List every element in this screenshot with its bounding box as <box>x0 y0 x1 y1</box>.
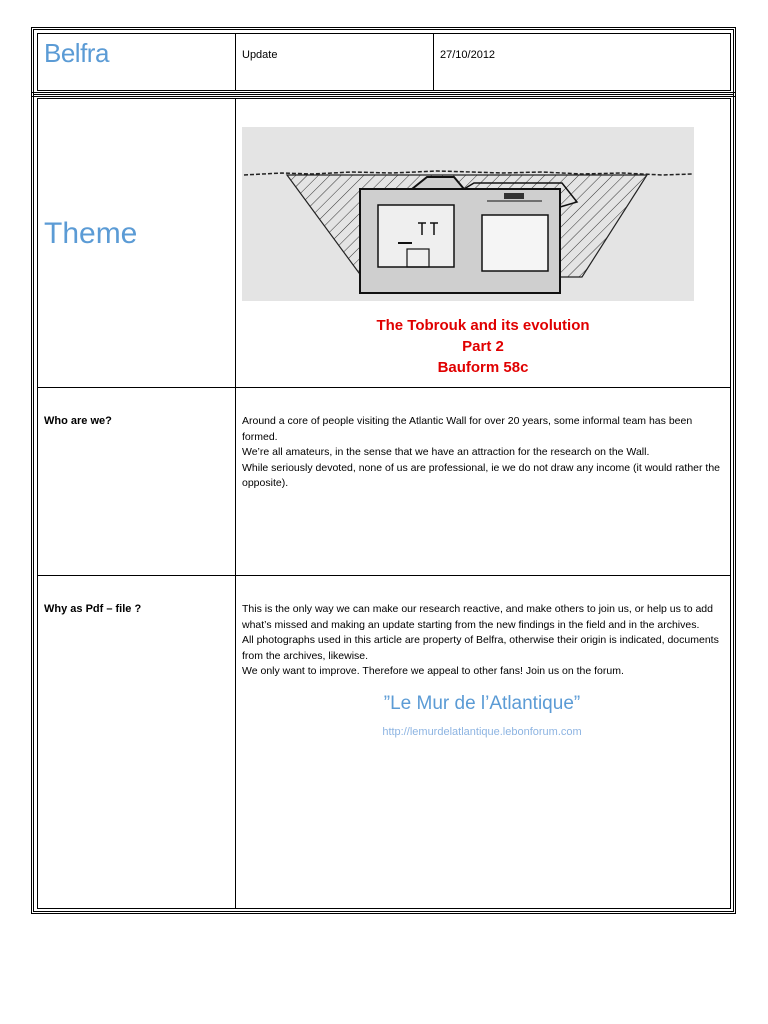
body-table <box>37 98 731 909</box>
appeal-text: We only want to improve. Therefore we appeal to other fans! Join us on the forum. <box>242 665 624 677</box>
who-paragraph-1: Around a core of people visiting the Atlantic Wall for over 20 years, some informal team has been formed. <box>242 415 693 443</box>
who-are-we-label: Who are we? <box>38 388 236 576</box>
belfra-logo: Belfra <box>38 34 236 91</box>
why-paragraph-1: This is the only way we can make our research reactive, and make others to join us, or help us to add what’s missed and making an update starting from the new findings in the field and in the archives. <box>242 603 713 631</box>
forum-name: ”Le Mur de l’Atlantique” <box>383 692 581 714</box>
theme-cell <box>236 99 731 388</box>
update-date: 27/10/2012 <box>434 34 731 91</box>
who-are-we-text <box>236 388 731 576</box>
bunker-cross-section-diagram <box>242 127 694 301</box>
article-title-line-2: Part 2 <box>462 338 504 355</box>
who-paragraph-3: While seriously devoted, none of us are professional, ie we do not draw any income (it would rather the opposite). <box>242 461 721 489</box>
header-table <box>37 33 731 91</box>
forum-url-link[interactable]: http://lemurdelatlantique.lebonforum.com <box>382 726 582 738</box>
why-pdf-label: Why as Pdf – file ? <box>38 576 236 909</box>
theme-label: Theme <box>38 99 236 388</box>
article-title-line-1: The Tobrouk and its evolution <box>376 317 590 334</box>
article-title <box>242 315 730 378</box>
update-label: Update <box>236 34 434 91</box>
who-paragraph-2: We’re all amateurs, in the sense that we have an attraction for the research on the Wall. <box>242 446 650 458</box>
article-title-line-3: Bauform 58c <box>437 359 529 376</box>
why-pdf-text <box>236 576 731 909</box>
why-paragraph-2: All photographs used in this article are property of Belfra, otherwise their origin is indicated, documents from the archives, likewise. <box>242 634 719 662</box>
